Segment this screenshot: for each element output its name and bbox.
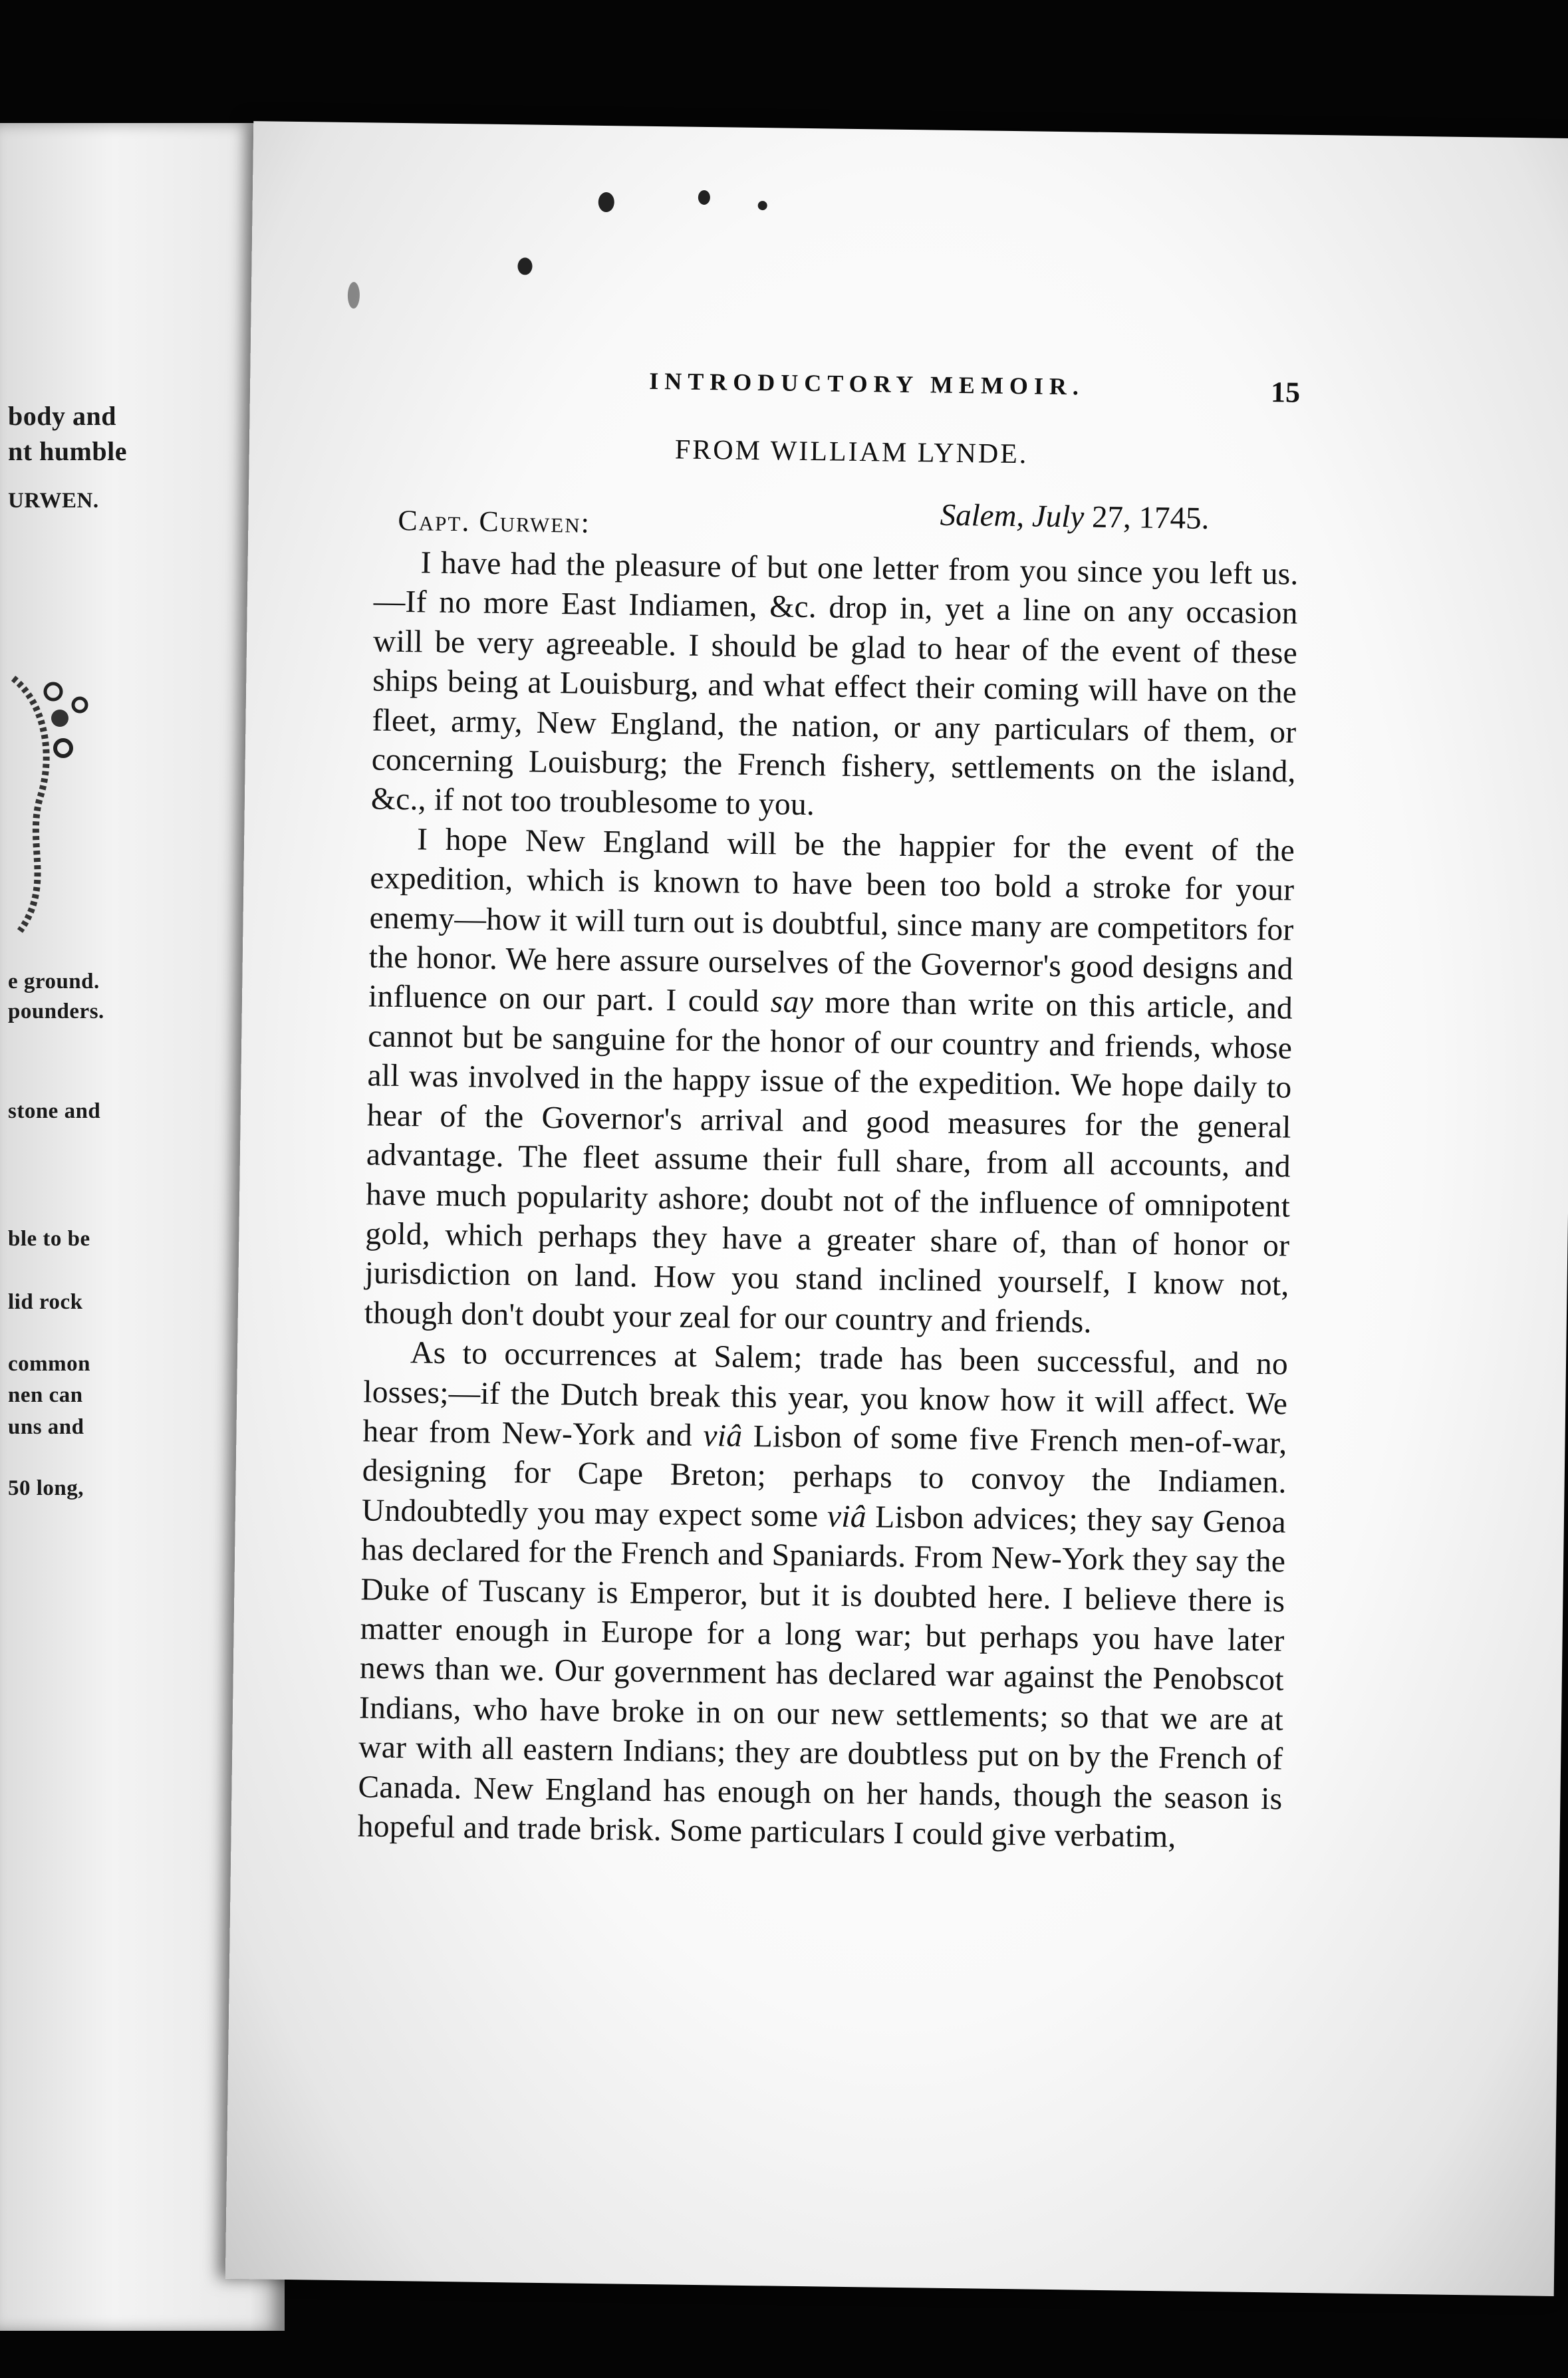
facing-page-line: uns and (8, 1415, 84, 1439)
ink-speck (698, 190, 710, 205)
dateline (940, 497, 1209, 537)
facing-page-line: nen can (8, 1383, 83, 1407)
facing-page-line: common (8, 1352, 90, 1376)
ink-speck (517, 257, 532, 275)
text-run: Lisbon of some five French men-of-war, designing for Cape Breton; perhaps to convoy the Indiamen. Undoubtedly you may expect some (361, 1419, 1287, 1534)
dateline-day: 27, (1091, 499, 1132, 535)
facing-page-line: body and (8, 401, 116, 431)
ink-speck (598, 192, 614, 212)
facing-page-line: URWEN. (8, 489, 99, 513)
facing-page-line: e ground. (8, 970, 100, 993)
letter-body (357, 543, 1299, 1858)
facing-page-line: ble to be (8, 1227, 90, 1251)
paragraph (357, 1333, 1288, 1859)
ink-speck (758, 201, 767, 210)
salutation: Capt. Curwen: (398, 503, 591, 539)
ornament-icon (7, 665, 93, 944)
text-run: I hope New England will be the happier for the event of the expedition, which is known to have been too bold a stroke for your enemy—how it will turn out is doubtful, since many are competitors for the honor. We here assure ourselves of the Governor's good designs and influence on our part. I could (368, 822, 1295, 1019)
text-run-italic: viâ (827, 1499, 867, 1535)
text-run: Lisbon advices; they say Genoa has declared for the French and Spaniards. From New-York they say the Duke of Tuscany is Emperor, but it is doubted here. I believe there is matter enough in Europe for a long war; but perhaps you have later news than we. Our government has declared war against the Penobscot Indians, who have broke in on our new settlements; so that we are at war with all eastern Indians; they are doubtless put on by the French of Canada. New England has enough on her hands, though the season is hopeful and trade brisk. Some particulars I could give verbatim, (357, 1500, 1287, 1855)
facing-page-line: stone and (8, 1099, 101, 1123)
dateline-year: 1745. (1138, 500, 1210, 536)
running-head: INTRODUCTORY MEMOIR. (648, 367, 1085, 400)
text-run-italic: viâ (703, 1418, 743, 1454)
text-run: more than write on this article, and cannot but be sanguine for the honor of our country and friends, whose all was involved in the happy issue of the expedition. We hope daily to hear of the Governor's arrival and good measures for the general advantage. The fleet assume their full share, from all accounts, and have much popularity ashore; doubt not of the influence of omnipotent gold, which perhaps they have a greater share of, than of honor or jurisdiction on land. How you stand inclined yourself, I know not, though don't doubt your zeal for our country and friends. (364, 985, 1293, 1340)
page-number: 15 (1270, 376, 1301, 409)
facing-page-line: pounders. (8, 999, 104, 1023)
letter-heading: FROM WILLIAM LYNDE. (674, 434, 1029, 470)
paragraph (364, 819, 1295, 1345)
facing-page-line: lid rock (8, 1290, 83, 1314)
text-run-italic: say (770, 984, 814, 1020)
ink-speck (348, 282, 360, 309)
dateline-place: Salem, July (940, 497, 1085, 535)
book-page (225, 121, 1568, 2296)
facing-page-line: 50 long, (8, 1476, 84, 1500)
facing-page-line: nt humble (8, 436, 127, 466)
paragraph: I have had the pleasure of but one letter from you since you left us.—If no more East Indiamen, &c. drop in, yet a line on any occasion will be very agreeable. I should be glad to hear of the event of these ships being at Louisburg, and what effect their coming will have on the fleet, army, New England, the nation, or any particulars of them, or concerning Louisburg; the French fishery, settlements on the island, &c., if not too troublesome to you. (370, 545, 1299, 823)
text-run: As to occurrences at Salem; trade has been successful, and no losses;—if the Dutch break this year, you know how it will affect. We hear from New-York and (362, 1335, 1289, 1453)
